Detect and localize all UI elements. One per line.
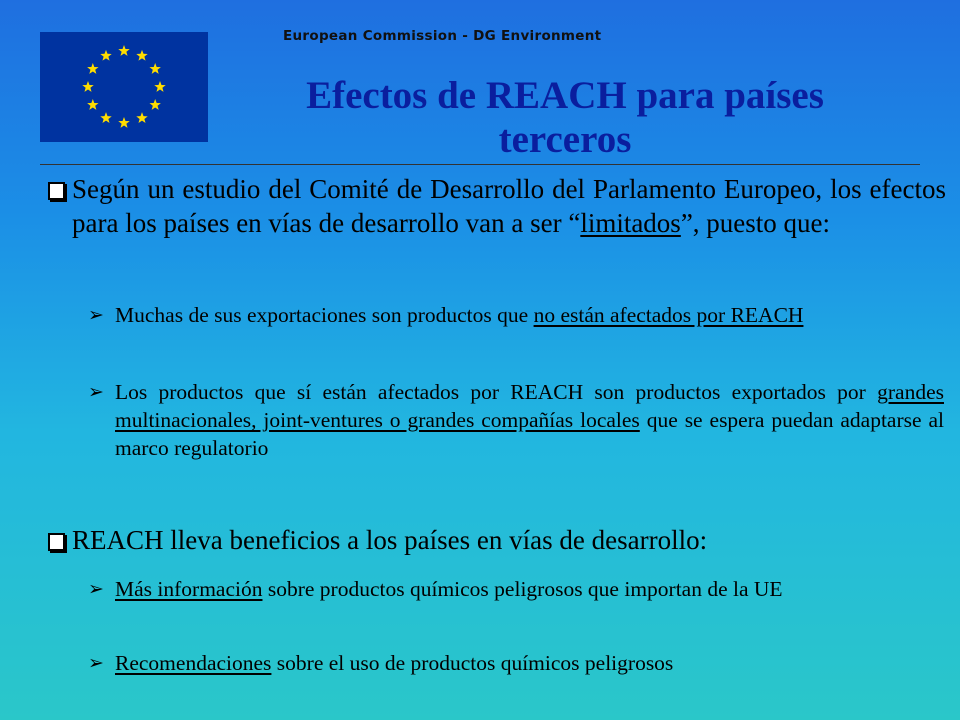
arrow-bullet-icon: ➢ [88, 381, 104, 403]
square-bullet-icon [48, 523, 65, 559]
eu-flag-icon [40, 32, 208, 142]
flag-star-icon [82, 81, 93, 92]
sub-bullet-2-1-text: Más información sobre productos químicos peligrosos que importan de la UE [115, 577, 783, 601]
arrow-bullet-icon: ➢ [88, 652, 104, 674]
slide-title-line2: terceros [498, 118, 632, 161]
arrow-bullet-icon: ➢ [88, 578, 104, 600]
square-bullet-icon [48, 172, 65, 208]
flag-star-icon [154, 81, 165, 92]
flag-star-icon [118, 45, 129, 56]
bullet-item-2-text: REACH lleva beneficios a los países en vías de desarrollo: [72, 525, 708, 555]
sub-bullet-1-1 [88, 301, 944, 329]
bullet-item-1-text: Según un estudio del Comité de Desarrollo del Parlamento Europeo, los efectos para los países en vías de desarrollo van a ser “limitados”, puesto que: [72, 174, 946, 238]
sub-bullet-2-2 [88, 649, 944, 677]
sub-bullet-2-2-text: Recomendaciones sobre el uso de productos químicos peligrosos [115, 651, 674, 675]
flag-star-icon [100, 112, 111, 123]
flag-star-icon [136, 112, 147, 123]
title-divider [40, 164, 920, 165]
slide-title [250, 74, 880, 162]
organization-label: European Commission - DG Environment [283, 28, 602, 44]
bullet-item-1 [48, 172, 946, 240]
flag-star-icon [87, 63, 98, 74]
slide-title-line1: Efectos de REACH para países [306, 74, 824, 117]
sub-bullet-1-1-text: Muchas de sus exportaciones son productos que no están afectados por REACH [115, 303, 804, 327]
bullet-item-2 [48, 523, 946, 557]
sub-bullet-2-1 [88, 575, 944, 603]
flag-star-icon [149, 99, 160, 110]
flag-star-icon [118, 117, 129, 128]
flag-star-icon [136, 50, 147, 61]
arrow-bullet-icon: ➢ [88, 304, 104, 326]
sub-bullet-1-2-text: Los productos que sí están afectados por REACH son productos exportados por grandes multinacionales, joint-ventures o grandes compañías locales que se espera puedan adaptarse al marco regulatorio [115, 380, 944, 460]
flag-star-icon [100, 50, 111, 61]
flag-star-icon [87, 99, 98, 110]
flag-star-icon [149, 63, 160, 74]
sub-bullet-1-2 [88, 378, 944, 462]
